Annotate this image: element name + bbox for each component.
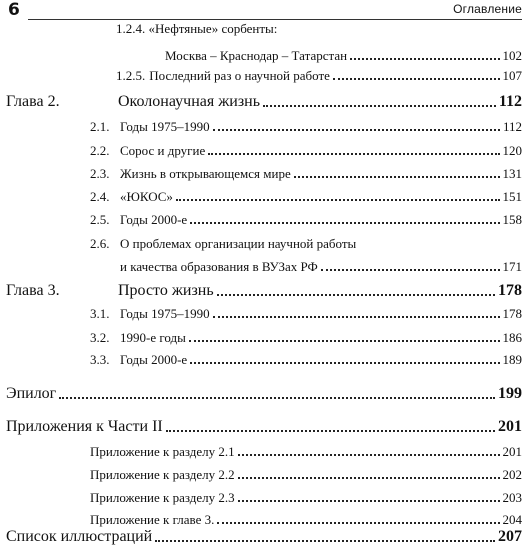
toc-entry-number: 2.4. [90, 189, 110, 204]
toc-entry-number: 3.3. [90, 352, 110, 367]
toc-page-number: 102 [502, 48, 522, 63]
toc-entry-title: 1990-е годы [120, 330, 186, 345]
toc-entry-1-2-4-first-line [116, 21, 277, 37]
toc-chapter-title: Околонаучная жизнь [118, 93, 261, 110]
toc-entry-1-2-5[interactable] [116, 68, 522, 84]
dot-leader [59, 397, 495, 399]
toc-entry-3-3[interactable] [90, 352, 522, 368]
dot-leader [155, 540, 495, 542]
toc-entry-title: «ЮКОС» [120, 189, 173, 204]
toc-entry-number: 1.2.5. [116, 68, 146, 83]
toc-appendix-2-1[interactable] [90, 444, 522, 460]
toc-entry-title: Годы 2000-е [120, 212, 188, 227]
toc-entry-title: Москва – Краснодар – Татарстан [165, 48, 348, 63]
toc-entry-title: «Нефтяные» сорбенты: [148, 21, 278, 36]
toc-entry-3-1[interactable] [90, 306, 522, 322]
toc-entry-number: 3.1. [90, 306, 110, 321]
dot-leader [238, 454, 500, 456]
toc-page-number: 204 [502, 512, 522, 527]
toc-page-number: 171 [502, 259, 522, 274]
toc-entry-title: Жизнь в открывающемся мире [120, 166, 291, 181]
header-rule [28, 19, 522, 20]
toc-entry-title: Приложение к главе 3. [90, 512, 215, 527]
toc-entry-2-5[interactable] [90, 212, 522, 228]
toc-entry-number: 2.3. [90, 166, 110, 181]
toc-entry-number: 2.2. [90, 143, 110, 158]
dot-leader [238, 477, 500, 479]
toc-entry-2-6-first-line [90, 236, 356, 252]
dot-leader [294, 176, 500, 178]
toc-page-number: 201 [502, 444, 522, 459]
page-number: 6 [8, 0, 20, 20]
dot-leader [166, 430, 495, 432]
toc-section-title: Приложения к Части II [6, 418, 163, 435]
toc-page-number: 199 [498, 385, 522, 402]
toc-appendix-chapter-3[interactable] [90, 512, 522, 528]
dot-leader [238, 500, 500, 502]
toc-page-number: 201 [498, 418, 522, 435]
toc-page-number: 186 [502, 330, 522, 345]
toc-appendix-2-3[interactable] [90, 490, 522, 506]
toc-entry-title: Годы 2000-е [120, 352, 188, 367]
dot-leader [208, 153, 499, 155]
toc-page-number: 178 [498, 282, 522, 299]
dot-leader [190, 362, 499, 364]
dot-leader [213, 129, 500, 131]
toc-entry-2-4[interactable] [90, 189, 522, 205]
toc-page-number: 112 [498, 93, 522, 110]
toc-entry-title: Годы 1975–1990 [120, 306, 210, 321]
toc-entry-1-2-4[interactable] [165, 48, 522, 64]
toc-chapter-number: Глава 2. [6, 93, 60, 110]
toc-page-number: 120 [502, 143, 522, 158]
dot-leader [333, 78, 500, 80]
dot-leader [213, 316, 500, 318]
toc-section-title: Список иллюстраций [6, 528, 153, 545]
toc-entry-number: 2.6. [90, 236, 110, 251]
toc-entry-3-2[interactable] [90, 330, 522, 346]
toc-appendix-2-2[interactable] [90, 467, 522, 483]
dot-leader [263, 105, 496, 107]
dot-leader [321, 269, 500, 271]
toc-entry-title: Приложение к разделу 2.2 [90, 467, 235, 482]
toc-entry-title: Приложение к разделу 2.3 [90, 490, 235, 505]
toc-page-number: 131 [502, 166, 522, 181]
toc-section-title: Эпилог [6, 385, 57, 402]
toc-entry-2-3[interactable] [90, 166, 522, 182]
dot-leader [350, 58, 499, 60]
toc-entry-title: Сорос и другие [120, 143, 206, 158]
page-header [0, 0, 528, 22]
toc-entry-2-2[interactable] [90, 143, 522, 159]
toc-entry-title: О проблемах организации научной работы [120, 236, 357, 251]
toc-illustrations[interactable] [6, 528, 522, 546]
toc-page-number: 189 [502, 352, 522, 367]
toc-entry-2-6[interactable] [120, 259, 522, 275]
dot-leader [189, 340, 500, 342]
toc-page-number: 203 [502, 490, 522, 505]
toc-entry-2-1[interactable] [90, 119, 522, 135]
toc-entry-title: Годы 1975–1990 [120, 119, 210, 134]
dot-leader [217, 522, 499, 524]
dot-leader [190, 222, 499, 224]
toc-page-number: 112 [502, 119, 522, 134]
toc-page-number: 207 [498, 528, 522, 545]
toc-page-number: 151 [502, 189, 522, 204]
toc-entry-number: 1.2.4. [116, 21, 146, 36]
toc-entry-title: Последний раз о научной работе [149, 68, 330, 83]
dot-leader [217, 294, 495, 296]
toc-chapter-3[interactable] [6, 282, 522, 300]
toc-appendices[interactable] [6, 418, 522, 436]
toc-page-number: 107 [502, 68, 522, 83]
toc-chapter-number: Глава 3. [6, 282, 60, 299]
toc-page-number: 158 [502, 212, 522, 227]
toc-entry-title: и качества образования в ВУЗах РФ [120, 259, 318, 274]
toc-chapter-title: Просто жизнь [118, 282, 214, 299]
toc-entry-number: 3.2. [90, 330, 110, 345]
toc-epilog[interactable] [6, 385, 522, 403]
toc-page-number: 202 [502, 467, 522, 482]
toc-chapter-2[interactable] [6, 93, 522, 111]
dot-leader [176, 199, 500, 201]
running-title: Оглавление [453, 2, 522, 16]
toc-page-number: 178 [502, 306, 522, 321]
toc-entry-number: 2.5. [90, 212, 110, 227]
toc-entry-title: Приложение к разделу 2.1 [90, 444, 235, 459]
toc-entry-number: 2.1. [90, 119, 110, 134]
